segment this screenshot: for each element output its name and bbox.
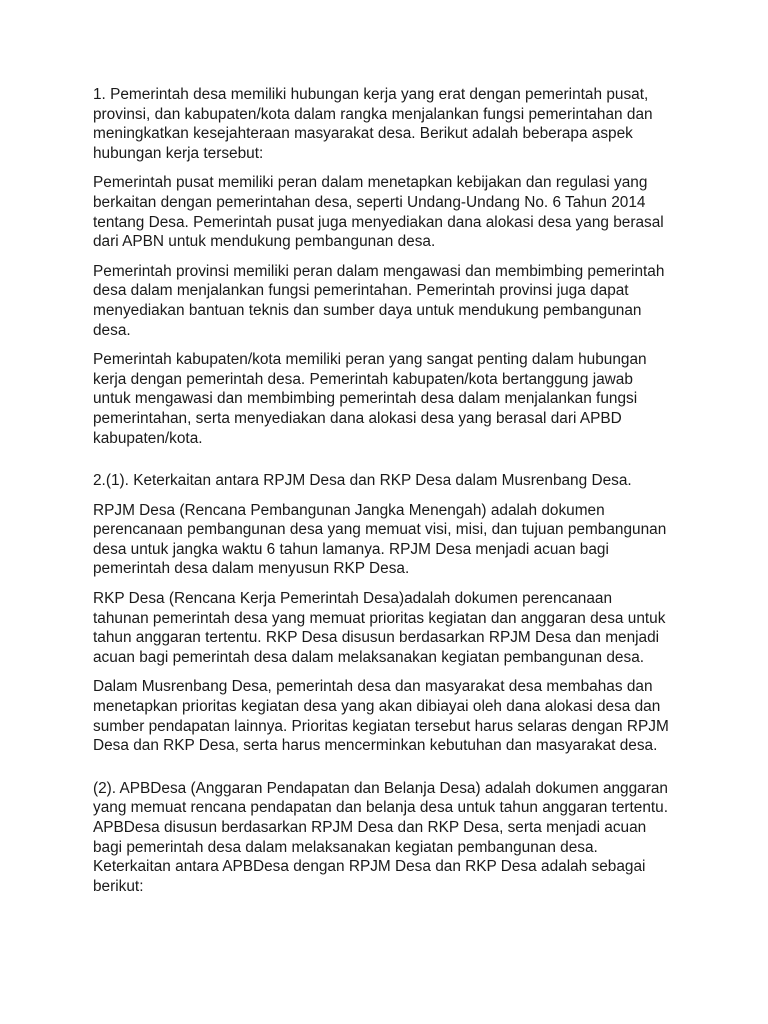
intro-paragraph: 1. Pemerintah desa memiliki hubungan kerja yang erat dengan pemerintah pusat, provinsi, dan kabupaten/kota dalam rangka menjalankan fungsi pemerintahan dan meningkatkan kesejahteraan masyarakat desa. Berikut adalah beberapa aspek hubungan kerja tersebut: [93,86,653,162]
provincial-government-paragraph: Pemerintah provinsi memiliki peran dalam mengawasi dan membimbing pemerintah desa dalam menjalankan fungsi pemerintahan. Pemerintah provinsi juga dapat menyediakan bantuan teknis dan sumber daya untuk mendukung pembangunan desa. [93,262,665,339]
rpjm-paragraph: RPJM Desa (Rencana Pembangunan Jangka Menengah) adalah dokumen perencanaan pembangunan desa yang memuat visi, misi, dan tujuan pembangunan desa untuk jangka waktu 6 tahun lamanya. RPJM Desa menjadi acuan bagi pemerintah desa dalam menyusun RKP Desa. [93,501,667,578]
apbdesa-paragraph: (2). APBDesa (Anggaran Pendapatan dan Belanja Desa) adalah dokumen anggaran yang memuat rencana pendapatan dan belanja desa untuk tahun anggaran tertentu. APBDesa disusun berdasarkan RPJM Desa dan RKP Desa, serta menjadi acuan bagi pemerintah desa dalam melaksanakan kegiatan pembangunan desa. Keterkaitan antara APBDesa dengan RPJM Desa dan RKP Desa adalah sebagai berikut: [93,779,669,895]
section-heading-rpjm-rkp: 2.(1). Keterkaitan antara RPJM Desa dan RKP Desa dalam Musrenbang Desa. [93,472,632,490]
musrenbang-paragraph: Dalam Musrenbang Desa, pemerintah desa dan masyarakat desa membahas dan menetapkan prioritas kegiatan desa yang akan dibiayai oleh dana alokasi desa dan sumber pendapatan lainnya. Prioritas kegiatan tersebut harus selaras dengan RPJM Desa dan RKP Desa, serta harus mencerminkan kebutuhan dan masyarakat desa. [93,678,669,755]
regency-government-paragraph: Pemerintah kabupaten/kota memiliki peran yang sangat penting dalam hubungan kerja dengan pemerintah desa. Pemerintah kabupaten/kota bertanggung jawab untuk mengawasi dan membimbing pemerintah desa dalam menjalankan fungsi pemerintahan, serta menyediakan dana alokasi desa yang berasal dari APBD kabupaten/kota. [93,351,647,447]
central-government-paragraph: Pemerintah pusat memiliki peran dalam menetapkan kebijakan dan regulasi yang berkaitan dengan pemerintahan desa, seperti Undang-Undang No. 6 Tahun 2014 tentang Desa. Pemerintah pusat juga menyediakan dana alokasi desa yang berasal dari APBN untuk mendukung pembangunan desa. [93,174,664,251]
document-body [93,85,683,906]
rkp-paragraph: RKP Desa (Rencana Kerja Pemerintah Desa)adalah dokumen perencanaan tahunan pemerintah desa yang memuat prioritas kegiatan dan anggaran desa untuk tahun anggaran tertentu. RKP Desa disusun berdasarkan RPJM Desa dan menjadi acuan bagi pemerintah desa dalam melaksanakan kegiatan pembangunan desa. [93,590,666,666]
